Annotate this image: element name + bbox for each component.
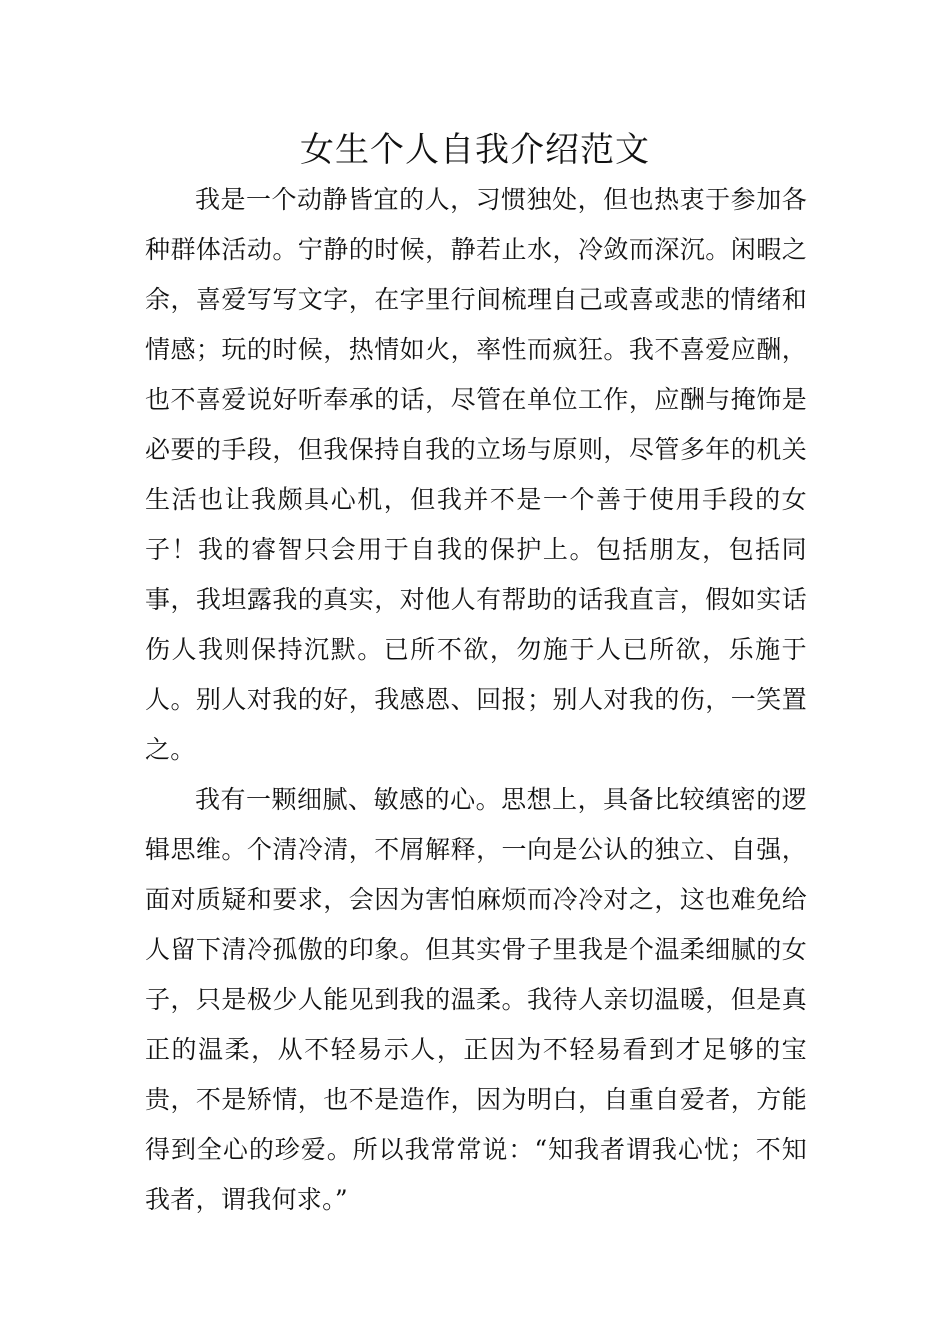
document-title: 女生个人自我介绍范文 — [300, 130, 650, 170]
paragraph-2: 我有一颗细腻、敏感的心。思想上，具备比较缜密的逻辑思维。个清冷清，不屑解释，一向是公认的独立、自强，面对质疑和要求，会因为害怕麻烦而冷冷对之，这也难免给人留下清冷孤傲的印象。但其实骨子里我是个温柔细腻的女子，只是极少人能见到我的温柔。我待人亲切温暖，但是真正的温柔，从不轻易示人，正因为不轻易看到才足够的宝贵，不是矫情，也不是造作，因为明白，自重自爱者，方能得到全心的珍爱。所以我常常说：“知我者谓我心忧；不知我者，谓我何求。” — [145, 785, 807, 1214]
document-body — [145, 175, 807, 1225]
paragraph-1: 我是一个动静皆宜的人，习惯独处，但也热衷于参加各种群体活动。宁静的时候，静若止水，冷敛而深沉。闲暇之余，喜爱写写文字，在字里行间梳理自己或喜或悲的情绪和情感；玩的时候，热情如火，率性而疯狂。我不喜爱应酬，也不喜爱说好听奉承的话，尽管在单位工作，应酬与掩饰是必要的手段，但我保持自我的立场与原则，尽管多年的机关生活也让我颇具心机，但我并不是一个善于使用手段的女子！我的睿智只会用于自我的保护上。包括朋友，包括同事，我坦露我的真实，对他人有帮助的话我直言，假如实话伤人我则保持沉默。已所不欲，勿施于人已所欲，乐施于人。别人对我的好，我感恩、回报；别人对我的伤，一笑置之。 — [145, 185, 807, 764]
